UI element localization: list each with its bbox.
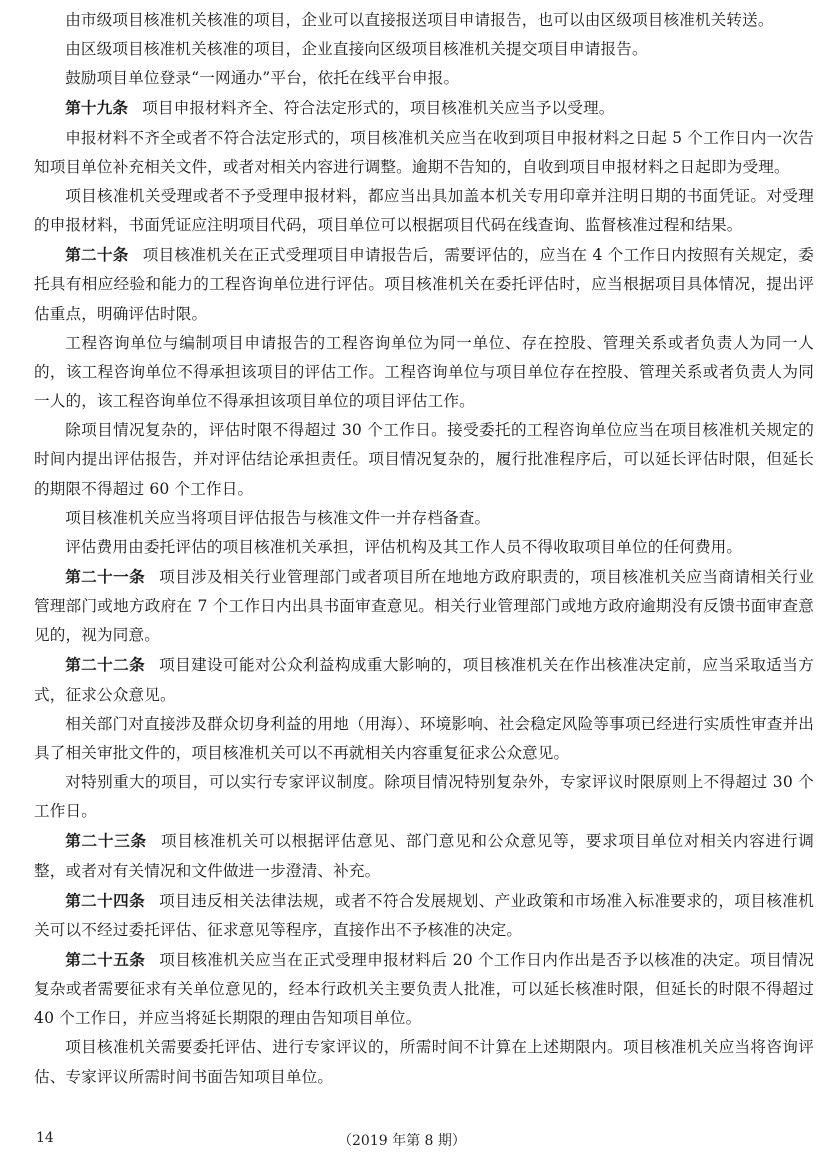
paragraph-text: 由市级项目核准机关核准的项目，企业可以直接报送项目申请报告，也可以由区级项目核准机关转送。 <box>65 11 774 29</box>
article-number: 第二十二条 <box>65 655 146 675</box>
paragraph-text: 项目核准机关需要委托评估、进行专家评议的，所需时间不计算在上述期限内。项目核准机关应当将咨询评估、专家评议所需时间书面告知项目单位。 <box>34 1038 814 1086</box>
document-body <box>34 6 814 1092</box>
issue-label: （2019 年第 8 期） <box>338 1133 466 1149</box>
paragraph-text: 项目违反相关法律法规，或者不符合发展规划、产业政策和市场准入标准要求的，项目核准机关可以不经过委托评估、征求意见等程序，直接作出不予核准的决定。 <box>34 891 814 939</box>
paragraph <box>34 35 814 64</box>
article-number: 第十九条 <box>65 98 129 118</box>
page-footer <box>0 1126 827 1156</box>
paragraph <box>34 124 814 182</box>
paragraph <box>34 650 814 709</box>
paragraph <box>34 329 814 416</box>
paragraph-text: 由区级项目核准机关核准的项目，企业直接向区级项目核准机关提交项目申请报告。 <box>65 40 648 59</box>
paragraph-text: 工程咨询单位与编制项目申请报告的工程咨询单位为同一单位、存在控股、管理关系或者负责人为同一人的，该工程咨询单位不得承担该项目的评估工作。工程咨询单位与项目单位存在控股、管理关系或者负责人为同一人的，该工程咨询单位不得承担该项目单位的项目评估工作。 <box>34 333 814 411</box>
paragraph-text: 对特别重大的项目，可以实行专家评议制度。除项目情况特别复杂外，专家评议时限原则上不得超过 30 个工作日。 <box>34 773 814 821</box>
paragraph <box>34 1033 814 1091</box>
paragraph <box>34 240 814 328</box>
paragraph-text: 评估费用由委托评估的项目核准机关承担，评估机构及其工作人员不得收取项目单位的任何费用。 <box>65 537 743 556</box>
paragraph <box>34 182 814 240</box>
paragraph-text: 项目核准机关应当在正式受理申报材料后 20 个工作日内作出是否予以核准的决定。项目情况复杂或者需要征求有关单位意见的，经本行政机关主要负责人批准，可以延长核准时限，但延长的时限不得超过 40 个工作日，并应当将延长期限的理由告知项目单位。 <box>34 951 814 1028</box>
paragraph-text: 项目核准机关可以根据评估意见、部门意见和公众意见等，要求项目单位对相关内容进行调整，或者对有关情况和文件做进一步澄清、补充。 <box>34 832 814 880</box>
paragraph <box>34 64 814 93</box>
paragraph-text: 相关部门对直接涉及群众切身利益的用地（用海）、环境影响、社会稳定风险等事项已经进行实质性审查并出具了相关审批文件的，项目核准机关可以不再就相关内容重复征求公众意见。 <box>34 714 814 762</box>
paragraph-text: 项目涉及相关行业管理部门或者项目所在地地方政府职责的，项目核准机关应当商请相关行业管理部门或地方政府在 7 个工作日内出具书面审查意见。相关行业管理部门或地方政府逾期没有反馈书面审查意见的，视为同意。 <box>34 567 814 645</box>
paragraph <box>34 504 814 533</box>
paragraph <box>34 768 814 826</box>
paragraph-text: 项目核准机关在正式受理项目申请报告后，需要评估的，应当在 4 个工作日内按照有关规定，委托具有相应经验和能力的工程咨询单位进行评估。项目核准机关在委托评估时，应当根据项目具体情况，提出评估重点，明确评估时限。 <box>34 246 814 323</box>
paragraph <box>34 6 814 35</box>
paragraph-text: 项目核准机关受理或者不予受理申报材料，都应当出具加盖本机关专用印章并注明日期的书面凭证。对受理的申报材料，书面凭证应注明项目代码，项目单位可以根据项目代码在线查询、监督核准过程和结果。 <box>34 186 814 235</box>
page-number: 14 <box>36 1130 54 1146</box>
paragraph <box>34 826 814 885</box>
paragraph <box>34 945 814 1033</box>
paragraph-text: 项目建设可能对公众利益构成重大影响的，项目核准机关在作出核准决定前，应当采取适当方式，征求公众意见。 <box>34 656 814 704</box>
paragraph <box>34 416 814 503</box>
paragraph <box>34 886 814 945</box>
article-number: 第二十五条 <box>65 950 146 969</box>
article-number: 第二十一条 <box>65 566 146 586</box>
paragraph <box>34 710 814 768</box>
article-number: 第二十三条 <box>65 831 147 851</box>
paragraph-text: 项目核准机关应当将项目评估报告与核准文件一并存档备查。 <box>65 508 491 527</box>
paragraph-text: 申报材料不齐全或者不符合法定形式的，项目核准机关应当在收到项目申报材料之日起 5 个工作日内一次告知项目单位补充相关文件，或者对相关内容进行调整。逾期不告知的，自收到项目申报材料之日起即为受理。 <box>34 128 814 176</box>
paragraph-text: 除项目情况复杂的，评估时限不得超过 30 个工作日。接受委托的工程咨询单位应当在项目核准机关规定的时间内提出评估报告，并对评估结论承担责任。项目情况复杂的，履行批准程序后，可以延长评估时限，但延长的期限不得超过 60 个工作日。 <box>34 421 814 498</box>
article-number: 第二十条 <box>65 245 129 265</box>
paragraph-text: 鼓励项目单位登录“一网通办”平台，依托在线平台申报。 <box>65 69 460 88</box>
paragraph <box>34 93 814 123</box>
paragraph-text: 项目申报材料齐全、符合法定形式的，项目核准机关应当予以受理。 <box>142 99 615 118</box>
paragraph <box>34 562 814 650</box>
article-number: 第二十四条 <box>65 890 146 910</box>
paragraph <box>34 533 814 562</box>
